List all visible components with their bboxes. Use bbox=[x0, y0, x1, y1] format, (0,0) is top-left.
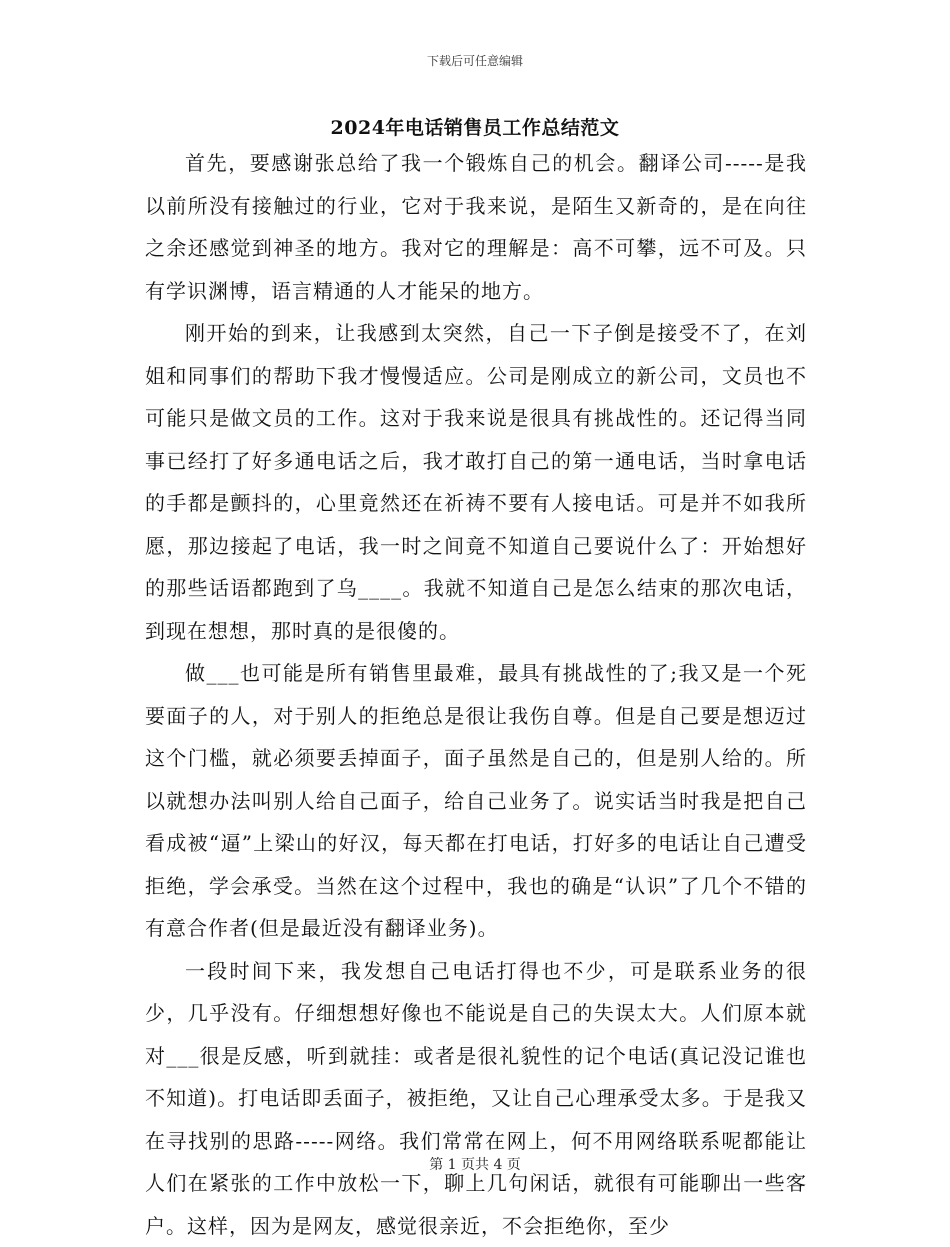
document-title: 2024年电话销售员工作总结范文 bbox=[0, 116, 950, 140]
page-number: 第 1 页共 4 页 bbox=[0, 1156, 950, 1174]
paragraph: 首先，要感谢张总给了我一个锻炼自己的机会。翻译公司-----是我以前所没有接触过的行业，它对于我来说，是陌生又新奇的，是在向往之余还感觉到神圣的地方。我对它的理解是：高不可攀，远不可及。只有学识渊博，语言精通的人才能呆的地方。 bbox=[145, 142, 807, 312]
paragraph: 刚开始的到来，让我感到太突然，自己一下子倒是接受不了，在刘姐和同事们的帮助下我才慢慢适应。公司是刚成立的新公司，文员也不可能只是做文员的工作。这对于我来说是很具有挑战性的。还记得当同事已经打了好多通电话之后，我才敢打自己的第一通电话，当时拿电话的手都是颤抖的，心里竟然还在祈祷不要有人接电话。可是并不如我所愿，那边接起了电话，我一时之间竟不知道自己要说什么了：开始想好的那些话语都跑到了乌____。我就不知道自己是怎么结束的那次电话，到现在想想，那时真的是很傻的。 bbox=[145, 312, 807, 652]
paragraph: 一段时间下来，我发想自己电话打得也不少，可是联系业务的很少，几乎没有。仔细想想好像也不能说是自己的失误太大。人们原本就对___很是反感，听到就挂：或者是很礼貌性的记个电话(真记没记谁也不知道)。打电话即丢面子，被拒绝，又让自己心理承受太多。于是我又在寻找别的思路-----网络。我们常常在网上，何不用网络联系呢都能让人们在紧张的工作中放松一下，聊上几句闲话，就很有可能聊出一些客户。这样，因为是网友，感觉很亲近，不会拒绝你，至少 bbox=[145, 950, 807, 1247]
document-body bbox=[145, 142, 807, 1247]
header-note: 下载后可任意编辑 bbox=[0, 53, 950, 69]
paragraph: 做___也可能是所有销售里最难，最具有挑战性的了;我又是一个死要面子的人，对于别人的拒绝总是很让我伤自尊。但是自己要是想迈过这个门槛，就必须要丢掉面子，面子虽然是自己的，但是别人给的。所以就想办法叫别人给自己面子，给自己业务了。说实话当时我是把自己看成被“逼”上梁山的好汉，每天都在打电话，打好多的电话让自己遭受拒绝，学会承受。当然在这个过程中，我也的确是“认识”了几个不错的有意合作者(但是最近没有翻译业务)。 bbox=[145, 652, 807, 950]
